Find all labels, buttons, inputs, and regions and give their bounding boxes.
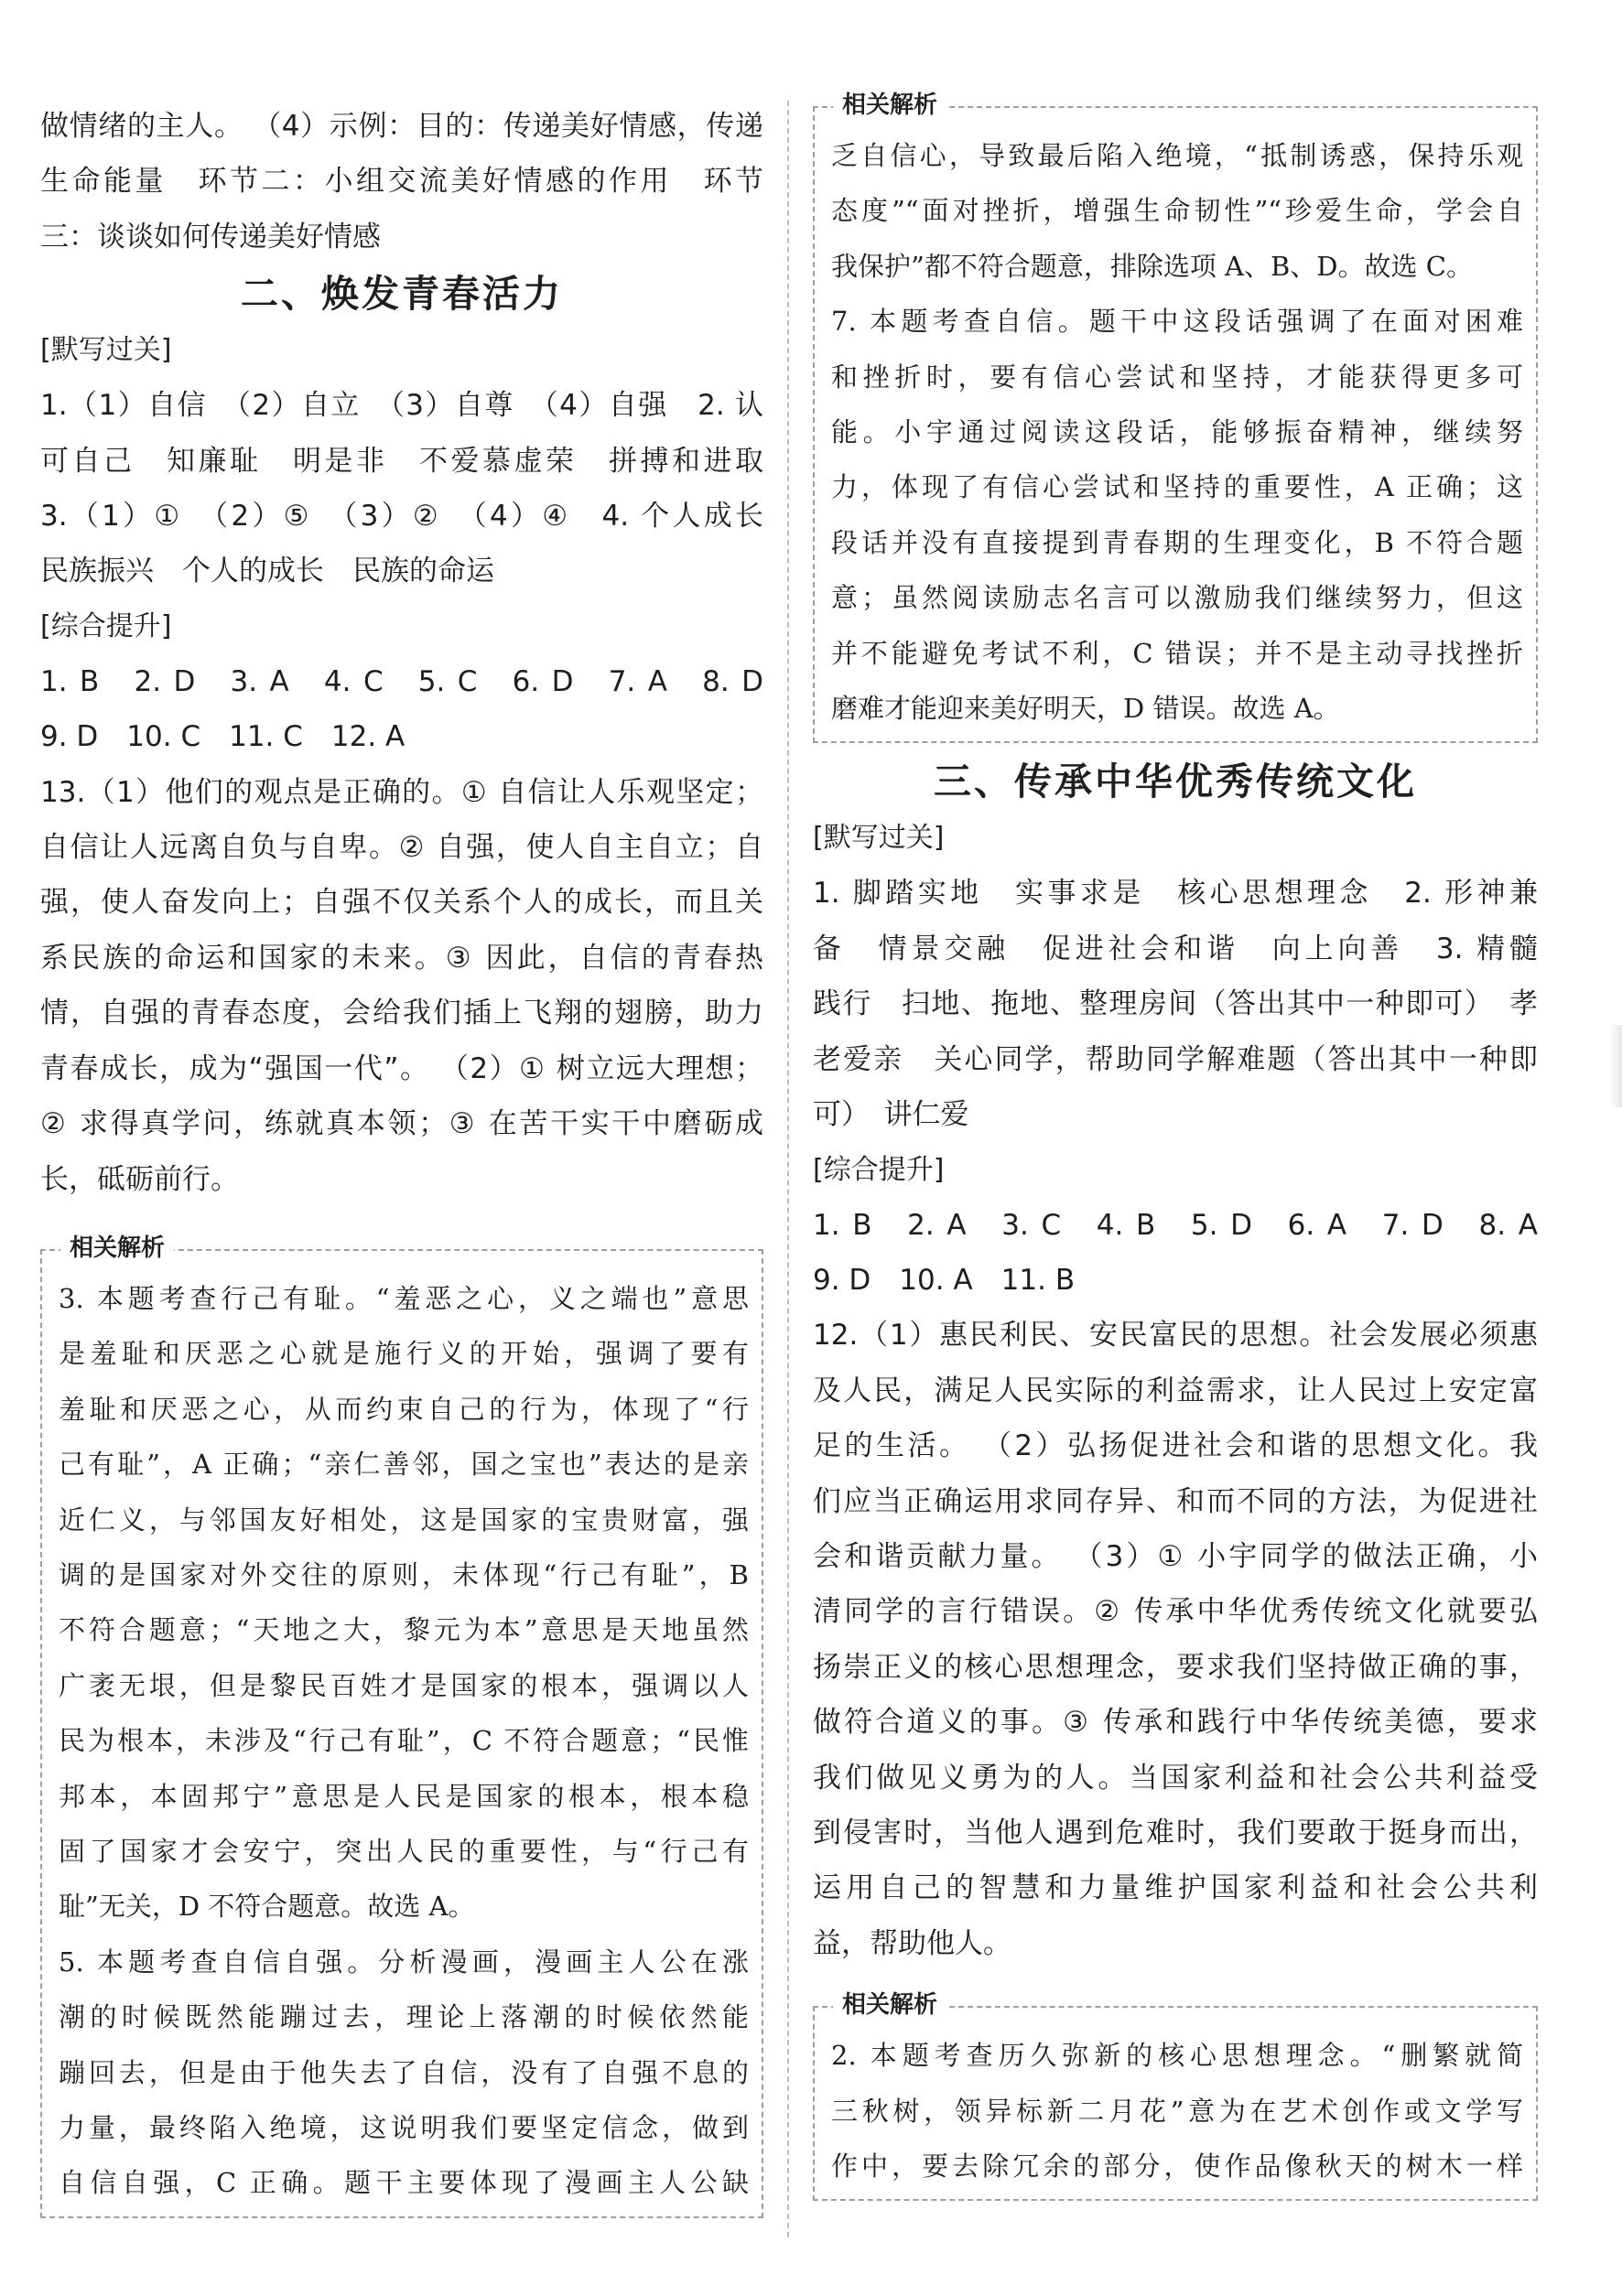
text-line: 9. D 10. A 11. B bbox=[813, 1263, 1076, 1297]
text-line: 力，体现了有信心尝试和坚持的重要性，A 正确；这 bbox=[831, 471, 1523, 503]
text-line: 固了国家才会安宁，突出人民的重要性，与“行己有 bbox=[59, 1835, 749, 1867]
section-title: 三、传承中华优秀传统文化 bbox=[934, 760, 1417, 804]
text-line: 及人民，满足人民实际的利益需求，让人民过上安定富 bbox=[813, 1374, 1538, 1407]
left-column bbox=[40, 99, 763, 2218]
text-line: 段话并没有直接提到青春期的生理变化，B 不符合题 bbox=[831, 526, 1523, 558]
text-line: 是羞耻和厌恶之心就是施行义的开始，强调了要有 bbox=[59, 1338, 749, 1370]
text-line: 生命能量 环节二：小组交流美好情感的作用 环节 bbox=[40, 165, 763, 199]
section-tag-moxie: [默写过关] bbox=[40, 334, 172, 367]
moxie-answers bbox=[813, 866, 1538, 1142]
zonghe-answers bbox=[813, 1198, 1538, 1972]
text-line: 作中，要去除冗余的部分，使作品像秋天的树木一样 bbox=[831, 2150, 1523, 2182]
text-line: 9. D 10. C 11. C 12. A bbox=[40, 720, 406, 754]
text-line: 耻”无关，D 不符合题意。故选 A。 bbox=[59, 1891, 475, 1923]
text-line: 1. B 2. A 3. C 4. B 5. D 6. A 7. D 8. A bbox=[813, 1208, 1538, 1242]
page-edge-shadow bbox=[1609, 1025, 1622, 1107]
analysis-box-label: 相关解析 bbox=[833, 90, 946, 121]
analysis-box-label: 相关解析 bbox=[60, 1233, 174, 1264]
text-line: 邦本，本固邦宁”意思是人民是国家的根本，根本稳 bbox=[59, 1780, 749, 1812]
text-line: 1. 脚踏实地 实事求是 核心思想理念 2. 形神兼 bbox=[813, 877, 1538, 911]
text-line: 民为根本，未涉及“行己有耻”，C 不符合题意；“民惟 bbox=[59, 1725, 749, 1757]
text-line: 广袤无垠，但是黎民百姓才是国家的根本，强调以人 bbox=[59, 1669, 749, 1701]
text-line: 系民族的命运和国家的未来。③ 因此，自信的青春热 bbox=[40, 941, 763, 975]
analysis-box-label: 相关解析 bbox=[833, 1989, 946, 2021]
text-line: 乏自信心，导致最后陷入绝境，“抵制诱惑，保持乐观 bbox=[831, 140, 1523, 171]
text-line: 己有耻”，A 正确；“亲仁善邻，国之宝也”表达的是亲 bbox=[59, 1449, 749, 1481]
text-line: 7. 本题考查自信。题干中这段话强调了在面对困难 bbox=[831, 306, 1523, 338]
analysis-box bbox=[40, 1234, 763, 2218]
text-line: 自信让人远离自负与自卑。② 自强，使人自主自立；自 bbox=[40, 831, 763, 865]
text-line: 扬崇正义的核心思想理念，要求我们坚持做正确的事， bbox=[813, 1650, 1538, 1684]
text-line: 足的生活。 （2）弘扬促进社会和谐的思想文化。我 bbox=[813, 1429, 1538, 1463]
analysis-box bbox=[813, 1991, 1538, 2201]
text-line: 青春成长，成为“强国一代”。 （2）① 树立远大理想； bbox=[40, 1051, 763, 1085]
text-line: 到侵害时，当他人遇到危难时，我们要敢于挺身而出， bbox=[813, 1816, 1538, 1849]
text-line: 调的是国家对外交往的原则，未体现“行己有耻”，B bbox=[59, 1558, 749, 1590]
analysis-box bbox=[813, 92, 1538, 743]
text-line: 做情绪的主人。 （4）示例：目的：传递美好情感，传递 bbox=[40, 110, 763, 143]
zonghe-answers bbox=[40, 654, 763, 1207]
text-line: 5. 本题考查自信自强。分析漫画，漫画主人公在涨 bbox=[59, 1946, 749, 1978]
text-line: 情，自强的青春态度，会给我们插上飞翔的翅膀，助力 bbox=[40, 997, 763, 1030]
text-line: 态度”“面对挫折，增强生命韧性”“珍爱生命，学会自 bbox=[831, 195, 1523, 227]
text-line: 潮的时候既然能蹦过去，理论上落潮的时候依然能 bbox=[59, 2001, 749, 2033]
text-line: 备 情景交融 促进社会和谐 向上向善 3. 精髓 bbox=[813, 932, 1538, 965]
text-line: 3. 本题考查行己有耻。“羞恶之心，义之端也”意思 bbox=[59, 1282, 749, 1314]
text-line: 长，砥砺前行。 bbox=[40, 1162, 239, 1196]
text-line: 会和谐贡献力量。 （3）① 小宇同学的做法正确，小 bbox=[813, 1539, 1538, 1573]
text-line: 意；虽然阅读励志名言可以激励我们继续努力，但这 bbox=[831, 582, 1523, 614]
moxie-answers bbox=[40, 378, 763, 599]
text-line: 不符合题意；“天地之大，黎元为本”意思是天地虽然 bbox=[59, 1614, 749, 1646]
text-line: 老爱亲 关心同学，帮助同学解难题（答出其中一种即 bbox=[813, 1042, 1538, 1076]
right-column bbox=[813, 92, 1538, 2201]
text-line: 并不能避免考试不利，C 错误；并不是主动寻找挫折 bbox=[831, 637, 1523, 669]
text-line: 自信自强，C 正确。题干主要体现了漫画主人公缺 bbox=[59, 2167, 749, 2199]
section-tag-zonghe: [综合提升] bbox=[40, 609, 172, 642]
text-line: 们应当正确运用求同存异、和而不同的方法，为促进社 bbox=[813, 1484, 1538, 1518]
text-line: 1. B 2. D 3. A 4. C 5. C 6. D 7. A 8. D bbox=[40, 664, 763, 698]
text-line: 清同学的言行错误。② 传承中华优秀传统文化就要弘 bbox=[813, 1595, 1538, 1629]
text-line: 三秋树，领异标新二月花”意为在艺术创作或文学写 bbox=[831, 2095, 1523, 2127]
column-divider bbox=[787, 101, 789, 2237]
text-line: 做符合道义的事。③ 传承和践行中华传统美德，要求 bbox=[813, 1706, 1538, 1740]
text-line: 13.（1）他们的观点是正确的。① 自信让人乐观坚定； bbox=[40, 775, 763, 809]
section-tag-moxie: [默写过关] bbox=[813, 822, 945, 855]
text-line: 可） 讲仁爱 bbox=[813, 1098, 969, 1132]
text-line: 力量，最终陷入绝境，这说明我们要坚定信念，做到 bbox=[59, 2112, 749, 2143]
text-line: 近仁义，与邻国友好相处，这是国家的宝贵财富，强 bbox=[59, 1504, 749, 1536]
text-line: 民族振兴 个人的成长 民族的命运 bbox=[40, 555, 494, 588]
text-line: 可自己 知廉耻 明是非 不爱慕虚荣 拼搏和进取 bbox=[40, 444, 763, 478]
text-line: 践行 扫地、拖地、整理房间（答出其中一种即可） 孝 bbox=[813, 987, 1538, 1021]
text-line: 强，使人奋发向上；自强不仅关系个人的成长，而且关 bbox=[40, 886, 763, 920]
intro-answer bbox=[40, 99, 763, 264]
text-line: 3.（1）① （2）⑤ （3）② （4）④ 4. 个人成长 bbox=[40, 500, 763, 534]
text-line: 磨难才能迎来美好明天，D 错误。故选 A。 bbox=[831, 693, 1340, 725]
text-line: 蹦回去，但是由于他失去了自信，没有了自强不息的 bbox=[59, 2056, 749, 2088]
text-line: 运用自己的智慧和力量维护国家利益和社会公共利 bbox=[813, 1871, 1538, 1905]
text-line: 我们做见义勇为的人。当国家利益和社会公共利益受 bbox=[813, 1761, 1538, 1795]
text-line: ② 求得真学问，练就真本领；③ 在苦干实干中磨砺成 bbox=[40, 1107, 763, 1141]
text-line: 能。小宇通过阅读这段话，能够振奋精神，继续努 bbox=[831, 416, 1523, 448]
text-line: 羞耻和厌恶之心，从而约束自己的行为，体现了“行 bbox=[59, 1393, 749, 1425]
text-line: 2. 本题考查历久弥新的核心思想理念。“删繁就简 bbox=[831, 2040, 1523, 2072]
text-line: 和挫折时，要有信心尝试和坚持，才能获得更多可 bbox=[831, 361, 1523, 393]
text-line: 三：谈谈如何传递美好情感 bbox=[40, 220, 381, 253]
text-line: 我保护”都不符合题意，排除选项 A、B、D。故选 C。 bbox=[831, 250, 1473, 282]
section-tag-zonghe: [综合提升] bbox=[813, 1153, 945, 1186]
section-title: 二、焕发青春活力 bbox=[241, 272, 563, 317]
text-line: 1.（1）自信 （2）自立 （3）自尊 （4）自强 2. 认 bbox=[40, 389, 763, 423]
text-line: 12.（1）惠民利民、安民富民的思想。社会发展必须惠 bbox=[813, 1319, 1538, 1353]
text-line: 益，帮助他人。 bbox=[813, 1926, 1011, 1960]
